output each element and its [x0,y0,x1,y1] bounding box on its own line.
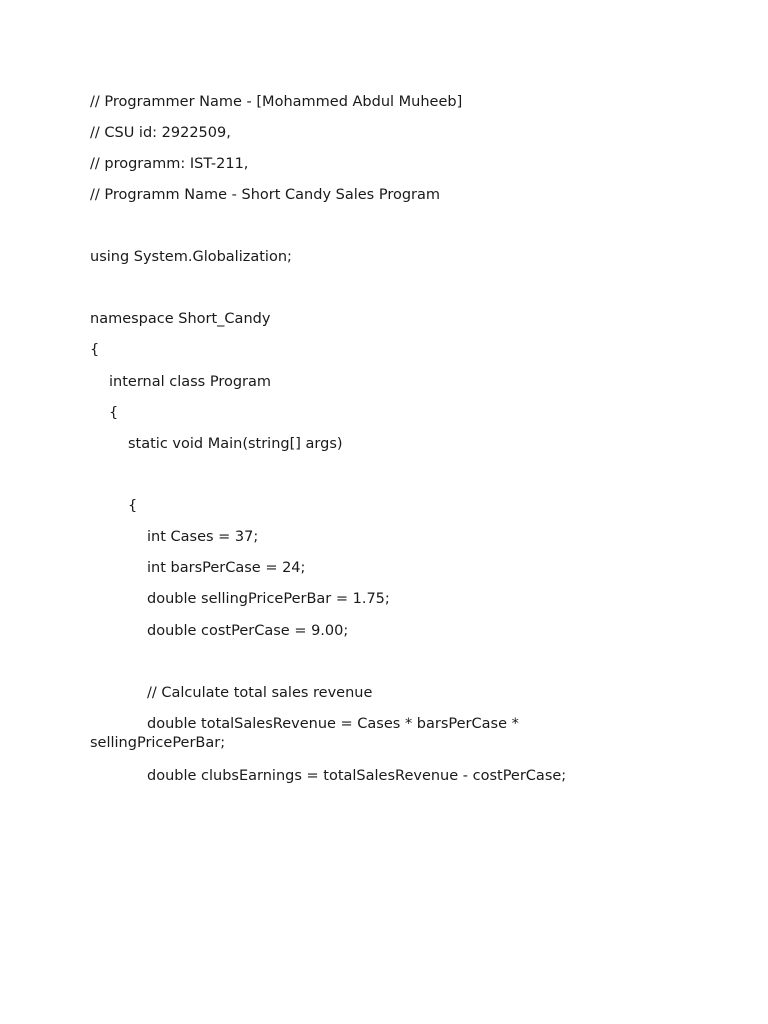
cases-declaration: int Cases = 37; [147,529,259,545]
using-statement: using System.Globalization; [90,249,292,265]
clubs-earnings-statement: double clubsEarnings = totalSalesRevenue - costPerCase; [147,768,567,784]
comment-program-name: // Programm Name - Short Candy Sales Program [90,187,441,203]
selling-price-declaration: double sellingPricePerBar = 1.75; [147,591,390,607]
class-declaration: internal class Program [109,374,272,390]
total-sales-revenue-line-1: double totalSalesRevenue = Cases * barsPerCase * [147,716,519,732]
comment-calculate-revenue: // Calculate total sales revenue [147,685,373,701]
total-sales-revenue-line-2: sellingPricePerBar; [90,735,226,751]
namespace-open-brace: { [90,342,100,358]
comment-programmer-name: // Programmer Name - [Mohammed Abdul Muheeb] [90,94,463,110]
comment-program: // programm: IST-211, [90,156,249,172]
class-open-brace: { [109,405,119,421]
cost-per-case-declaration: double costPerCase = 9.00; [147,623,349,639]
method-open-brace: { [128,498,138,514]
namespace-declaration: namespace Short_Candy [90,311,271,327]
comment-csu-id: // CSU id: 2922509, [90,125,231,141]
bars-per-case-declaration: int barsPerCase = 24; [147,560,306,576]
total-sales-revenue-statement [90,715,650,753]
main-method-signature: static void Main(string[] args) [128,436,343,452]
